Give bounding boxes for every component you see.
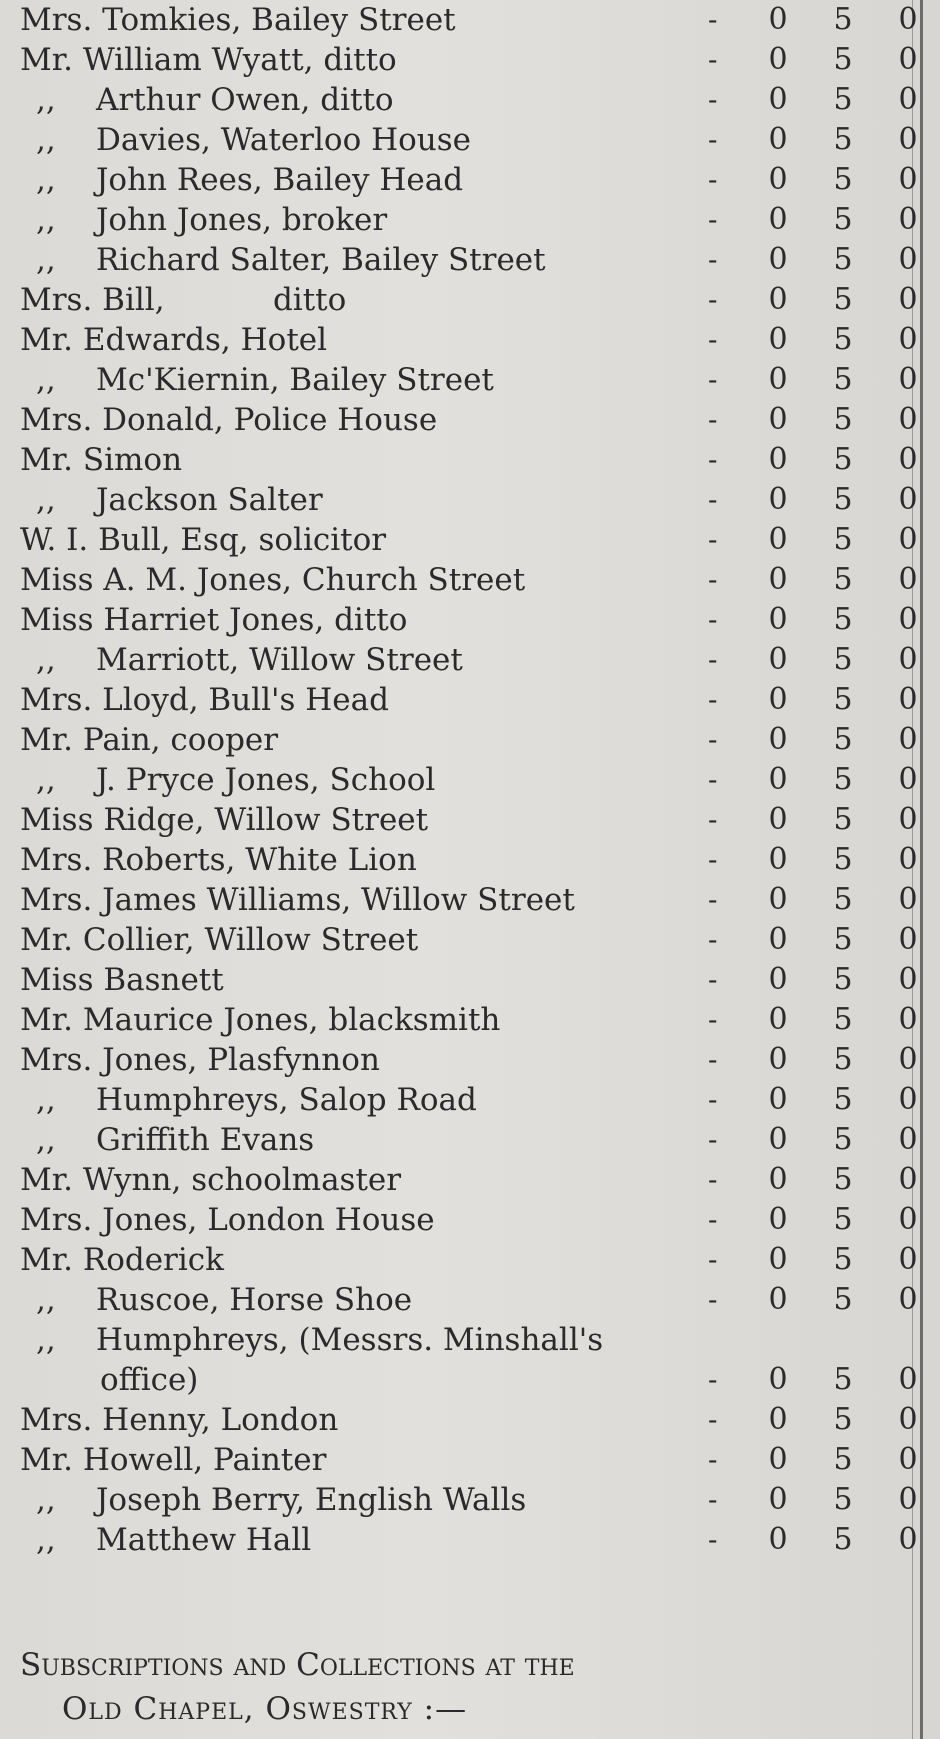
subscriber-text: John Rees, Bailey Head — [96, 162, 464, 198]
subscriber-text: Mrs. Lloyd, Bull's Head — [20, 682, 389, 718]
subscriber-text: Mrs. James Williams, Willow Street — [20, 882, 575, 918]
leader-dash: - — [708, 163, 718, 196]
list-item — [0, 80, 920, 120]
section-heading — [20, 1643, 760, 1731]
subscriber-name — [20, 600, 407, 640]
list-item — [0, 1160, 920, 1200]
amount-shillings: 5 — [833, 122, 853, 157]
amount-pounds: 0 — [768, 562, 788, 597]
list-item — [0, 1480, 920, 1520]
amount-pence: 0 — [898, 1082, 918, 1117]
list-item — [0, 440, 920, 480]
leader-dash: - — [708, 403, 718, 436]
ditto-mark: ,, — [36, 1482, 56, 1518]
amount-pence: 0 — [898, 1522, 918, 1557]
leader-dash: - — [708, 683, 718, 716]
list-item — [0, 280, 920, 320]
amount-shillings: 5 — [833, 522, 853, 557]
ditto-mark: ,, — [36, 162, 56, 198]
leader-dash: - — [708, 1123, 718, 1156]
leader-dash: - — [708, 1083, 718, 1116]
amount-shillings: 5 — [833, 1362, 853, 1397]
subscriber-name — [20, 840, 417, 880]
subscriber-name — [20, 1400, 338, 1440]
amount-shillings: 5 — [833, 242, 853, 277]
leader-dash: - — [708, 603, 718, 636]
subscriber-name — [20, 1040, 380, 1080]
amount-pence: 0 — [898, 602, 918, 637]
amount-pounds: 0 — [768, 1162, 788, 1197]
amount-pounds: 0 — [768, 762, 788, 797]
amount-shillings: 5 — [833, 562, 853, 597]
amount-pounds: 0 — [768, 1202, 788, 1237]
amount-shillings: 5 — [833, 1482, 853, 1517]
subscriber-text: Mr. Howell, Painter — [20, 1442, 327, 1478]
heading-line-2: Old Chapel, Oswestry :— — [62, 1691, 468, 1727]
subscriber-text: Mr. Wynn, schoolmaster — [20, 1162, 402, 1198]
amount-pence: 0 — [898, 82, 918, 117]
leader-dash: - — [708, 1483, 718, 1516]
amount-shillings: 5 — [833, 1402, 853, 1437]
subscriber-text: Mr. Roderick — [20, 1242, 224, 1278]
list-item — [0, 400, 920, 440]
amount-shillings: 5 — [833, 1522, 853, 1557]
amount-shillings: 5 — [833, 842, 853, 877]
subscriber-name — [20, 1200, 435, 1240]
leader-dash: - — [708, 1403, 718, 1436]
ditto-mark: ,, — [36, 1522, 56, 1558]
amount-shillings: 5 — [833, 1242, 853, 1277]
ditto-mark: ,, — [36, 82, 56, 118]
subscriber-name — [20, 560, 525, 600]
amount-pounds: 0 — [768, 362, 788, 397]
amount-pounds: 0 — [768, 1402, 788, 1437]
amount-shillings: 5 — [833, 1082, 853, 1117]
list-item — [0, 1080, 920, 1120]
amount-pence: 0 — [898, 1202, 918, 1237]
subscriber-text: Humphreys, Salop Road — [96, 1082, 477, 1118]
subscriber-name — [20, 1160, 401, 1200]
subscriber-text: Mr. Simon — [20, 442, 183, 478]
subscriber-text: Miss A. M. Jones, Church Street — [20, 562, 526, 598]
subscriber-name — [36, 1320, 603, 1360]
subscriber-text: Mrs. Henny, London — [20, 1402, 339, 1438]
amount-pounds: 0 — [768, 122, 788, 157]
amount-pounds: 0 — [768, 1282, 788, 1317]
subscriber-name — [36, 200, 387, 240]
amount-pence: 0 — [898, 962, 918, 997]
ditto-mark: ,, — [36, 762, 56, 798]
subscriber-name — [36, 640, 463, 680]
amount-pence: 0 — [898, 1042, 918, 1077]
amount-pence: 0 — [898, 1362, 918, 1397]
list-item — [0, 480, 920, 520]
subscriber-name — [20, 280, 346, 320]
amount-pounds: 0 — [768, 522, 788, 557]
list-item — [0, 1520, 920, 1560]
amount-shillings: 5 — [833, 1202, 853, 1237]
amount-pounds: 0 — [768, 682, 788, 717]
list-item — [0, 960, 920, 1000]
subscriber-text: Matthew Hall — [96, 1522, 312, 1558]
list-item — [0, 760, 920, 800]
subscriber-text: Griffith Evans — [96, 1122, 315, 1158]
ditto-mark: ,, — [36, 482, 56, 518]
amount-shillings: 5 — [833, 602, 853, 637]
amount-shillings: 5 — [833, 1442, 853, 1477]
amount-pounds: 0 — [768, 1442, 788, 1477]
amount-pence: 0 — [898, 762, 918, 797]
list-item-continuation — [0, 1360, 920, 1400]
amount-pence: 0 — [898, 522, 918, 557]
ditto-mark: ,, — [36, 202, 56, 238]
leader-dash: - — [708, 963, 718, 996]
subscriber-text: Mrs. Donald, Police House — [20, 402, 438, 438]
amount-pence: 0 — [898, 1242, 918, 1277]
amount-pounds: 0 — [768, 1082, 788, 1117]
subscriber-text: Humphreys, (Messrs. Minshall's — [96, 1322, 604, 1358]
subscriber-text: Mrs. Tomkies, Bailey Street — [20, 2, 456, 38]
amount-pounds: 0 — [768, 242, 788, 277]
amount-pounds: 0 — [768, 962, 788, 997]
subscriber-text: Mr. Maurice Jones, blacksmith — [20, 1002, 501, 1038]
subscriber-text: John Jones, broker — [96, 202, 388, 238]
subscriber-text: Arthur Owen, ditto — [96, 82, 394, 118]
subscriber-name — [20, 440, 182, 480]
amount-shillings: 5 — [833, 882, 853, 917]
subscriber-name — [36, 120, 471, 160]
subscriber-name — [20, 880, 575, 920]
amount-pence: 0 — [898, 642, 918, 677]
amount-pence: 0 — [898, 402, 918, 437]
subscriber-name — [36, 240, 546, 280]
amount-pence: 0 — [898, 122, 918, 157]
subscriber-text: Mrs. Bill, ditto — [20, 282, 347, 318]
leader-dash: - — [708, 1443, 718, 1476]
subscriber-text: Mr. Edwards, Hotel — [20, 322, 328, 358]
amount-pounds: 0 — [768, 442, 788, 477]
amount-shillings: 5 — [833, 762, 853, 797]
leader-dash: - — [708, 1043, 718, 1076]
amount-pounds: 0 — [768, 402, 788, 437]
amount-pence: 0 — [898, 482, 918, 517]
amount-pounds: 0 — [768, 202, 788, 237]
list-item — [0, 1240, 920, 1280]
subscriber-text: J. Pryce Jones, School — [96, 762, 436, 798]
amount-pence: 0 — [898, 322, 918, 357]
subscriber-name — [36, 80, 394, 120]
list-item — [0, 800, 920, 840]
amount-pence: 0 — [898, 882, 918, 917]
amount-pence: 0 — [898, 722, 918, 757]
amount-pence: 0 — [898, 2, 918, 37]
amount-pence: 0 — [898, 282, 918, 317]
subscriber-text: Ruscoe, Horse Shoe — [96, 1282, 413, 1318]
subscriber-name — [36, 1520, 311, 1560]
amount-pence: 0 — [898, 162, 918, 197]
list-item — [0, 1040, 920, 1080]
subscriber-name — [20, 1000, 500, 1040]
amount-pounds: 0 — [768, 1482, 788, 1517]
list-item — [0, 1200, 920, 1240]
subscriber-name — [36, 160, 463, 200]
amount-shillings: 5 — [833, 2, 853, 37]
subscriber-name — [20, 680, 389, 720]
subscriber-name — [36, 360, 494, 400]
ditto-mark: ,, — [36, 642, 56, 678]
amount-pounds: 0 — [768, 802, 788, 837]
amount-shillings: 5 — [833, 642, 853, 677]
subscriber-text: Joseph Berry, English Walls — [96, 1482, 527, 1518]
amount-shillings: 5 — [833, 42, 853, 77]
list-item — [0, 1440, 920, 1480]
amount-shillings: 5 — [833, 1042, 853, 1077]
subscriber-name — [20, 520, 386, 560]
subscriber-text: Miss Basnett — [20, 962, 224, 998]
subscriber-name — [36, 480, 323, 520]
list-item — [0, 320, 920, 360]
ditto-mark: ,, — [36, 242, 56, 278]
amount-pence: 0 — [898, 1442, 918, 1477]
amount-shillings: 5 — [833, 1282, 853, 1317]
amount-pence: 0 — [898, 362, 918, 397]
list-item — [0, 600, 920, 640]
amount-shillings: 5 — [833, 1162, 853, 1197]
amount-pounds: 0 — [768, 322, 788, 357]
subscriber-name — [20, 400, 437, 440]
amount-shillings: 5 — [833, 202, 853, 237]
leader-dash: - — [708, 1003, 718, 1036]
subscriber-text: W. I. Bull, Esq, solicitor — [20, 522, 387, 558]
subscriber-name — [20, 0, 456, 40]
continuation-text: office) — [100, 1362, 199, 1398]
leader-dash: - — [708, 883, 718, 916]
leader-dash: - — [708, 203, 718, 236]
amount-pounds: 0 — [768, 1362, 788, 1397]
amount-shillings: 5 — [833, 442, 853, 477]
subscriber-name — [20, 920, 418, 960]
subscriber-name — [36, 1080, 477, 1120]
amount-pence: 0 — [898, 842, 918, 877]
leader-dash: - — [708, 1523, 718, 1556]
leader-dash: - — [708, 803, 718, 836]
amount-pence: 0 — [898, 562, 918, 597]
ditto-mark: ,, — [36, 122, 56, 158]
subscriber-name — [36, 1120, 314, 1160]
amount-shillings: 5 — [833, 922, 853, 957]
leader-dash: - — [708, 1363, 718, 1396]
ditto-mark: ,, — [36, 1322, 56, 1358]
leader-dash: - — [708, 483, 718, 516]
subscriber-text: Mr. William Wyatt, ditto — [20, 42, 397, 78]
list-item — [0, 360, 920, 400]
subscriber-name — [20, 720, 278, 760]
leader-dash: - — [708, 43, 718, 76]
list-item — [0, 560, 920, 600]
amount-pounds: 0 — [768, 842, 788, 877]
amount-pounds: 0 — [768, 1002, 788, 1037]
amount-shillings: 5 — [833, 282, 853, 317]
subscriber-text: Miss Harriet Jones, ditto — [20, 602, 408, 638]
amount-shillings: 5 — [833, 362, 853, 397]
list-item — [0, 720, 920, 760]
amount-shillings: 5 — [833, 162, 853, 197]
leader-dash: - — [708, 323, 718, 356]
amount-pounds: 0 — [768, 922, 788, 957]
amount-pence: 0 — [898, 202, 918, 237]
amount-pence: 0 — [898, 1482, 918, 1517]
amount-shillings: 5 — [833, 402, 853, 437]
list-item — [0, 1400, 920, 1440]
amount-pence: 0 — [898, 802, 918, 837]
ditto-mark: ,, — [36, 362, 56, 398]
amount-pence: 0 — [898, 922, 918, 957]
subscriber-name — [36, 1280, 412, 1320]
list-item — [0, 120, 920, 160]
list-item — [0, 1120, 920, 1160]
leader-dash: - — [708, 843, 718, 876]
list-item — [0, 0, 920, 40]
subscriber-text: Richard Salter, Bailey Street — [96, 242, 546, 278]
leader-dash: - — [708, 83, 718, 116]
subscriber-text: Miss Ridge, Willow Street — [20, 802, 429, 838]
subscriber-text: Mrs. Roberts, White Lion — [20, 842, 417, 878]
subscriber-name — [20, 40, 397, 80]
leader-dash: - — [708, 3, 718, 36]
leader-dash: - — [708, 643, 718, 676]
subscriber-name — [36, 1480, 526, 1520]
amount-pounds: 0 — [768, 882, 788, 917]
leader-dash: - — [708, 1243, 718, 1276]
amount-pence: 0 — [898, 42, 918, 77]
amount-pence: 0 — [898, 1162, 918, 1197]
amount-pounds: 0 — [768, 82, 788, 117]
amount-pounds: 0 — [768, 722, 788, 757]
leader-dash: - — [708, 923, 718, 956]
ditto-mark: ,, — [36, 1082, 56, 1118]
list-item — [0, 240, 920, 280]
amount-pounds: 0 — [768, 162, 788, 197]
leader-dash: - — [708, 283, 718, 316]
amount-pounds: 0 — [768, 42, 788, 77]
amount-pence: 0 — [898, 442, 918, 477]
subscriber-name — [36, 760, 435, 800]
amount-shillings: 5 — [833, 802, 853, 837]
leader-dash: - — [708, 123, 718, 156]
amount-pence: 0 — [898, 682, 918, 717]
subscriber-name — [20, 1240, 224, 1280]
subscriber-text: Mr. Collier, Willow Street — [20, 922, 419, 958]
heading-line-1: Subscriptions and Collections at the — [20, 1647, 575, 1683]
amount-shillings: 5 — [833, 962, 853, 997]
subscriber-name — [20, 320, 327, 360]
amount-pounds: 0 — [768, 1242, 788, 1277]
list-item — [0, 920, 920, 960]
subscriber-text: Davies, Waterloo House — [96, 122, 472, 158]
subscriber-text: Mrs. Jones, London House — [20, 1202, 435, 1238]
amount-pounds: 0 — [768, 1042, 788, 1077]
leader-dash: - — [708, 763, 718, 796]
amount-shillings: 5 — [833, 482, 853, 517]
list-item — [0, 640, 920, 680]
leader-dash: - — [708, 443, 718, 476]
amount-shillings: 5 — [833, 82, 853, 117]
list-item — [0, 1280, 920, 1320]
amount-pounds: 0 — [768, 642, 788, 677]
subscriber-text: Mrs. Jones, Plasfynnon — [20, 1042, 380, 1078]
amount-pounds: 0 — [768, 482, 788, 517]
subscriber-text: Mc'Kiernin, Bailey Street — [96, 362, 494, 398]
subscriber-text: Mr. Pain, cooper — [20, 722, 279, 758]
leader-dash: - — [708, 1283, 718, 1316]
leader-dash: - — [708, 1163, 718, 1196]
leader-dash: - — [708, 523, 718, 556]
amount-pounds: 0 — [768, 1522, 788, 1557]
list-item — [0, 1320, 920, 1360]
ditto-mark: ,, — [36, 1282, 56, 1318]
amount-shillings: 5 — [833, 1122, 853, 1157]
amount-shillings: 5 — [833, 322, 853, 357]
amount-pounds: 0 — [768, 282, 788, 317]
amount-pence: 0 — [898, 242, 918, 277]
amount-pence: 0 — [898, 1282, 918, 1317]
list-item — [0, 880, 920, 920]
subscriber-text: Jackson Salter — [96, 482, 323, 518]
list-item — [0, 40, 920, 80]
amount-shillings: 5 — [833, 1002, 853, 1037]
amount-pounds: 0 — [768, 602, 788, 637]
amount-pence: 0 — [898, 1402, 918, 1437]
list-item — [0, 520, 920, 560]
amount-pounds: 0 — [768, 1122, 788, 1157]
list-item — [0, 160, 920, 200]
list-item — [0, 1000, 920, 1040]
amount-pounds: 0 — [768, 2, 788, 37]
subscriber-name — [20, 800, 428, 840]
amount-pence: 0 — [898, 1002, 918, 1037]
list-item — [0, 840, 920, 880]
amount-shillings: 5 — [833, 682, 853, 717]
leader-dash: - — [708, 1203, 718, 1236]
amount-pence: 0 — [898, 1122, 918, 1157]
leader-dash: - — [708, 723, 718, 756]
ditto-mark: ,, — [36, 1122, 56, 1158]
subscriber-name — [20, 1440, 326, 1480]
list-item — [0, 200, 920, 240]
list-item — [0, 680, 920, 720]
leader-dash: - — [708, 243, 718, 276]
leader-dash: - — [708, 563, 718, 596]
leader-dash: - — [708, 363, 718, 396]
amount-shillings: 5 — [833, 722, 853, 757]
subscriber-text: Marriott, Willow Street — [96, 642, 463, 678]
subscriber-name — [20, 960, 224, 1000]
